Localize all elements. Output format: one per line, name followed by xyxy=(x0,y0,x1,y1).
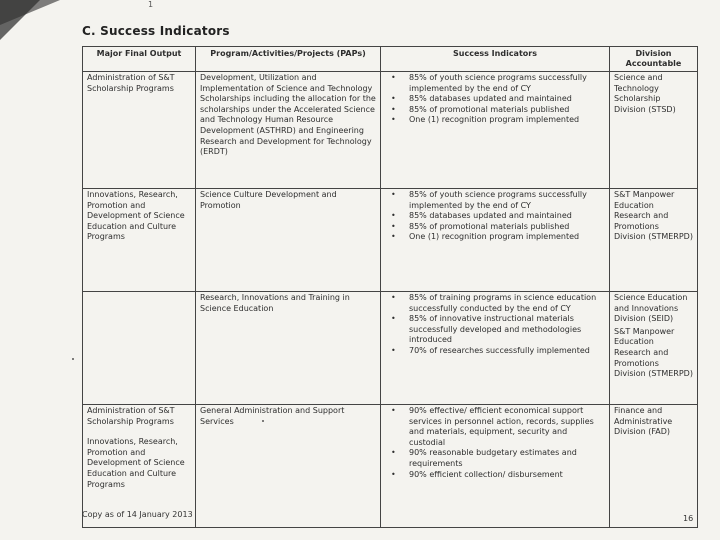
indicator-item: • 85% of promotional materials published xyxy=(385,105,605,116)
division-cell xyxy=(610,189,698,292)
indicator-item: • 85% databases updated and maintained xyxy=(385,211,605,222)
division-cell xyxy=(610,405,698,528)
header-paps: Program/Activities/Projects (PAPs) xyxy=(196,47,381,72)
division-text: Science and Technology Scholarship Division (STSD) xyxy=(614,73,676,114)
top-mark: 1 xyxy=(148,0,154,9)
indicators-cell xyxy=(381,405,610,528)
indicator-item: • 70% of researches successfully implemented xyxy=(385,346,605,357)
indicator-item: • One (1) recognition program implemented xyxy=(385,115,605,126)
table-header-row xyxy=(83,47,698,72)
header-division-accountable: Division Accountable xyxy=(610,47,698,72)
output-text: Innovations, Research, Promotion and Development of Science Education and Culture Programs xyxy=(87,190,185,242)
indicator-item: • 90% efficient collection/ disbursement xyxy=(385,470,605,481)
header-major-final-output: Major Final Output xyxy=(83,47,196,72)
indicator-item: • 90% reasonable budgetary estimates and requirements xyxy=(385,448,605,469)
division-cell xyxy=(610,292,698,405)
output-cell xyxy=(83,72,196,189)
division-text: Science Education and Innovations Division (SEID) xyxy=(614,293,688,324)
paps-cell: Research, Innovations and Training in Science Education xyxy=(196,292,381,405)
page-corner-shadow-dark xyxy=(0,0,60,25)
indicator-item: • 85% of innovative instructional materials successfully developed and methodologies introduced xyxy=(385,314,605,346)
paps-cell: Development, Utilization and Implementation of Science and Technology Scholarships including the allocation for the scholarships under the Accelerated Science and Technology Human Resource Development (ASTHRD) and Engineering Research and Development for Technology (ERDT) xyxy=(196,72,381,189)
scan-speck xyxy=(262,420,264,422)
success-indicators-table xyxy=(82,46,698,528)
indicator-item: • One (1) recognition program implemented xyxy=(385,232,605,243)
indicators-cell xyxy=(381,189,610,292)
indicator-item: • 85% of youth science programs successfully implemented by the end of CY xyxy=(385,73,605,94)
footer-date: Copy as of 14 January 2013 xyxy=(82,510,193,519)
indicator-item: • 85% of training programs in science education successfully conducted by the end of CY xyxy=(385,293,605,314)
indicators-cell xyxy=(381,292,610,405)
output-cell xyxy=(83,189,196,292)
division-cell xyxy=(610,72,698,189)
output-text: Administration of S&T Scholarship Programs xyxy=(87,406,175,426)
division-text: S&T Manpower Education Research and Promotions Division (STMERPD) xyxy=(614,326,693,379)
section-title: C. Success Indicators xyxy=(82,24,230,38)
indicator-item: • 90% effective/ efficient economical support services in personnel action, records, supplies and materials, equipment, security and custodial xyxy=(385,406,605,448)
output-text: Administration of S&T Scholarship Programs xyxy=(87,73,175,93)
indicator-item: • 85% of youth science programs successfully implemented by the end of CY xyxy=(385,190,605,211)
indicator-item: • 85% databases updated and maintained xyxy=(385,94,605,105)
output-cell xyxy=(83,292,196,405)
table-row xyxy=(83,189,698,292)
table-row xyxy=(83,72,698,189)
output-text: Innovations, Research, Promotion and Development of Science Education and Culture Programs xyxy=(87,437,185,489)
paps-cell: General Administration and Support Services xyxy=(196,405,381,528)
paps-cell: Science Culture Development and Promotion xyxy=(196,189,381,292)
division-text: Finance and Administrative Division (FAD) xyxy=(614,406,673,437)
header-success-indicators: Success Indicators xyxy=(381,47,610,72)
division-text: S&T Manpower Education Research and Promotions Division (STMERPD) xyxy=(614,190,693,242)
indicator-item: • 85% of promotional materials published xyxy=(385,222,605,233)
indicators-cell xyxy=(381,72,610,189)
table-row xyxy=(83,292,698,405)
page-number: 16 xyxy=(683,514,694,523)
scan-speck xyxy=(72,358,74,360)
